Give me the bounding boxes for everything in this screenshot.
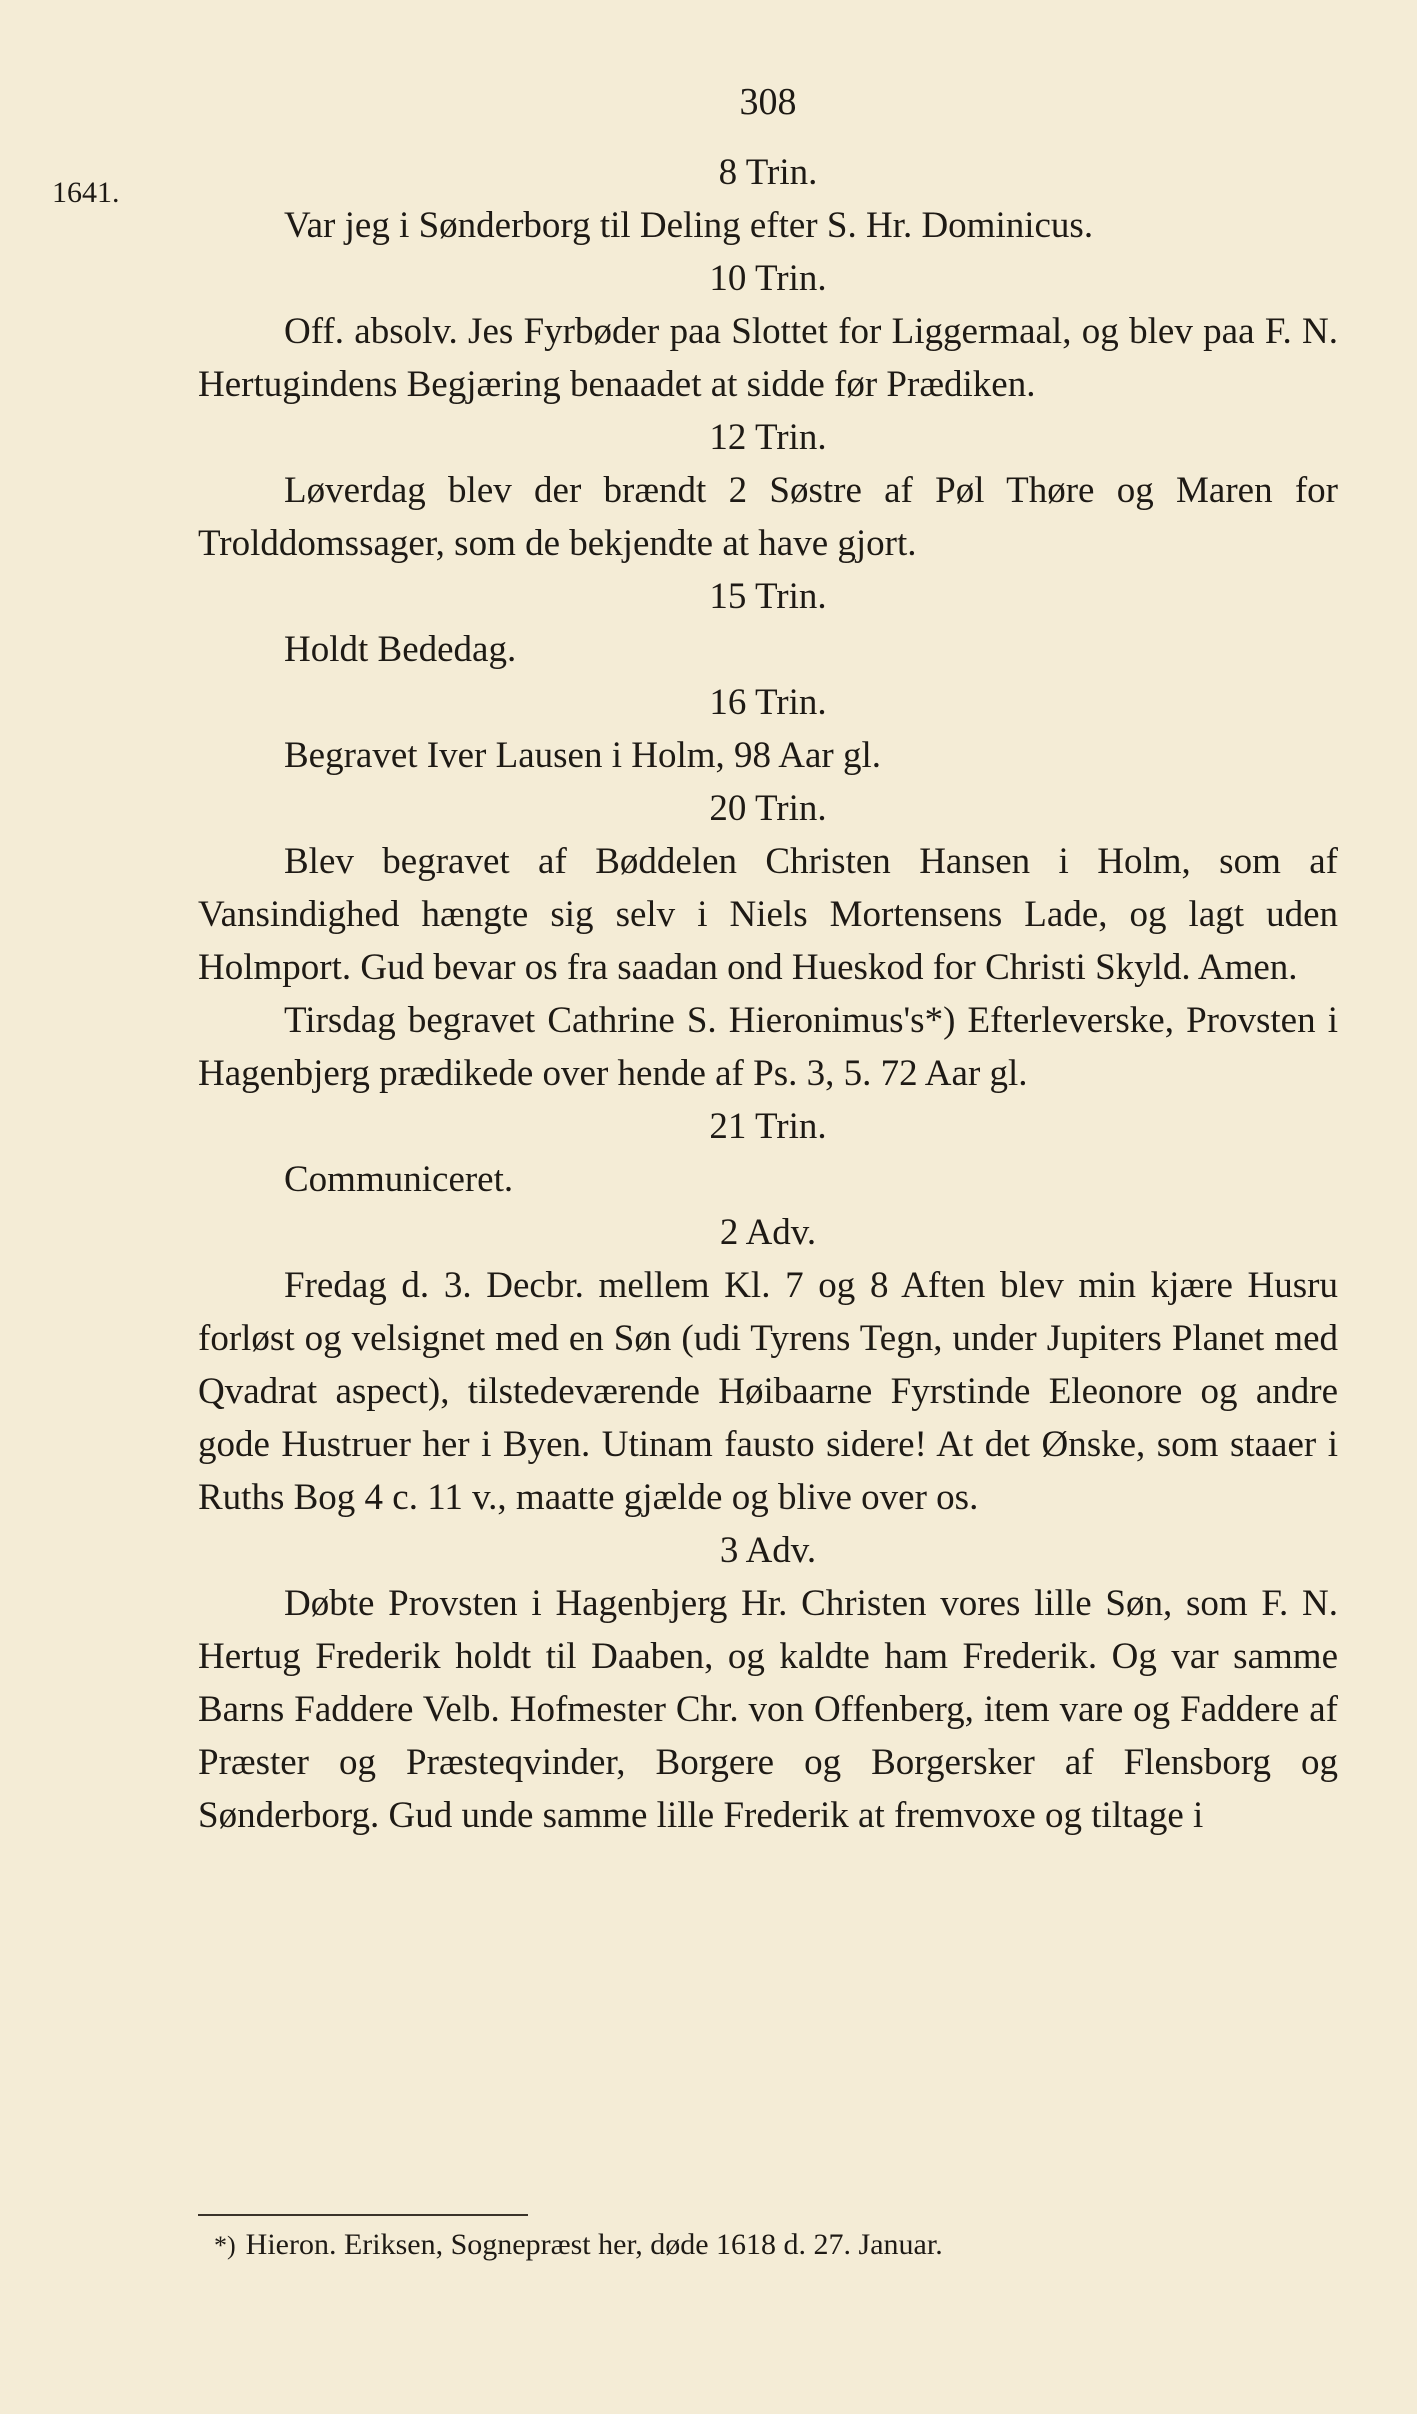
footnote-text: Hieron. Eriksen, Sognepræst her, døde 1618 d. 27. Januar.	[245, 2228, 943, 2261]
paragraph: Blev begravet af Bøddelen Christen Hansen i Holm, som af Vansindighed hængte sig selv i Niels Mortensens Lade, og lagt uden Holmport. Gud bevar os fra saadan ond Hueskod for Christi Skyld. Amen.	[198, 841, 1338, 988]
footnote-mark: *)	[214, 2231, 236, 2260]
page-number: 308	[739, 81, 797, 123]
section-heading: 16 Trin.	[709, 682, 827, 723]
section-heading: 12 Trin.	[709, 417, 827, 458]
paragraph: Døbte Provsten i Hagenbjerg Hr. Christen vores lille Søn, som F. N. Hertug Frederik holdt til Daaben, og kaldte ham Frederik. Og var samme Barns Faddere Velb. Hofmester Chr. von Offenberg, item vare og Faddere af Præster og Præsteqvinder, Borgere og Borgersker af Flensborg og Sønderborg. Gud unde samme lille Frederik at fremvoxe og tiltage i	[198, 1583, 1338, 1836]
section-heading: 10 Trin.	[709, 258, 827, 299]
text-column	[198, 72, 1338, 1842]
body-text	[198, 146, 1338, 1842]
paragraph: Communiceret.	[284, 1159, 514, 1200]
section-heading: 3 Adv.	[719, 1530, 817, 1571]
section-heading: 8 Trin.	[718, 152, 818, 193]
section-heading: 2 Adv.	[719, 1212, 817, 1253]
paragraph: Fredag d. 3. Decbr. mellem Kl. 7 og 8 Aften blev min kjære Husru forløst og velsignet med en Søn (udi Tyrens Tegn, under Jupiters Planet med Qvadrat aspect), tilstedeværende Høibaarne Fyrstinde Eleonore og andre gode Hustruer her i Byen. Utinam fausto sidere! At det Ønske, som staaer i Ruths Bog 4 c. 11 v., maatte gjælde og blive over os.	[198, 1265, 1338, 1518]
paragraph: Holdt Bededag.	[284, 629, 517, 670]
section-heading: 20 Trin.	[709, 788, 827, 829]
section-heading: 15 Trin.	[709, 576, 827, 617]
paragraph: Begravet Iver Lausen i Holm, 98 Aar gl.	[284, 735, 881, 776]
paragraph: Off. absolv. Jes Fyrbøder paa Slottet for Liggermaal, og blev paa F. N. Hertugindens Begjæring benaadet at sidde før Prædiken.	[198, 311, 1338, 405]
footnote-divider	[198, 2214, 528, 2216]
margin-year: 1641.	[52, 176, 120, 209]
paragraph: Var jeg i Sønderborg til Deling efter S. Hr. Dominicus.	[284, 205, 1094, 246]
paragraph: Tirsdag begravet Cathrine S. Hieronimus's*) Efterleverske, Provsten i Hagenbjerg prædikede over hende af Ps. 3, 5. 72 Aar gl.	[198, 1000, 1338, 1094]
footnote	[214, 2228, 943, 2262]
paragraph: Løverdag blev der brændt 2 Søstre af Pøl Thøre og Maren for Trolddomssager, som de bekjendte at have gjort.	[198, 470, 1338, 564]
section-heading: 21 Trin.	[709, 1106, 827, 1147]
